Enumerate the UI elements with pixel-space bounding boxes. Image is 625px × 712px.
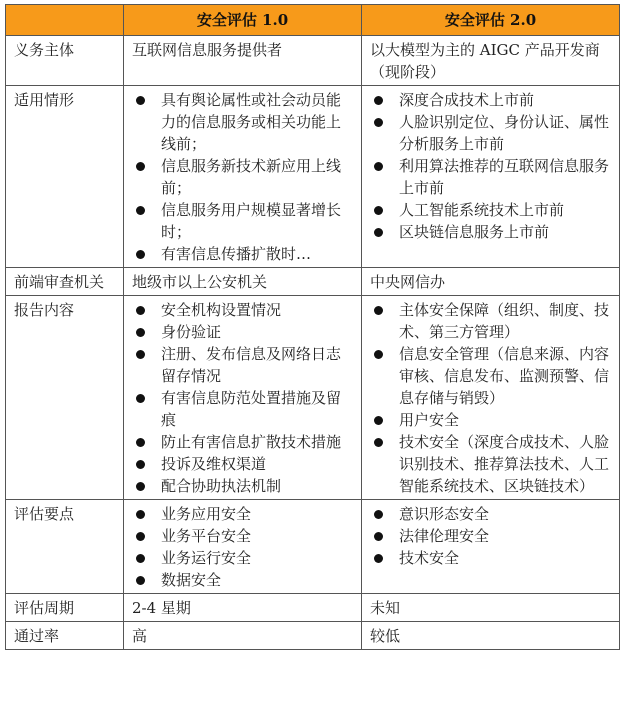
bullet-list bbox=[370, 299, 611, 497]
bullet-icon bbox=[374, 532, 383, 541]
list-item-text: 利用算法推荐的互联网信息服务上市前 bbox=[399, 157, 610, 197]
bullet-icon bbox=[136, 576, 145, 585]
bullet-icon bbox=[136, 460, 145, 469]
list-item bbox=[132, 89, 353, 155]
list-item bbox=[370, 221, 611, 243]
list-item-text: 注册、发布信息及网络日志留存情况 bbox=[161, 345, 342, 385]
cell-v2 bbox=[362, 500, 620, 594]
list-item-text: 有害信息防范处置措施及留痕 bbox=[161, 389, 342, 429]
bullet-icon bbox=[136, 482, 145, 491]
list-item bbox=[370, 525, 611, 547]
list-item bbox=[132, 525, 353, 547]
list-item-text: 具有舆论属性或社会动员能力的信息服务或相关功能上线前； bbox=[161, 91, 342, 153]
bullet-icon bbox=[136, 554, 145, 563]
bullet-icon bbox=[136, 306, 145, 315]
row-report-content bbox=[6, 296, 620, 500]
list-item bbox=[132, 503, 353, 525]
list-item-text: 法律伦理安全 bbox=[399, 527, 490, 545]
bullet-icon bbox=[374, 118, 383, 127]
list-item-text: 人脸识别定位、身份认证、属性分析服务上市前 bbox=[399, 113, 610, 153]
list-item bbox=[132, 547, 353, 569]
list-item bbox=[132, 299, 353, 321]
bullet-icon bbox=[136, 328, 145, 337]
list-item-text: 技术安全（深度合成技术、人脸识别技术、推荐算法技术、人工智能系统技术、区块链技术） bbox=[399, 433, 610, 495]
cell-v1: 互联网信息服务提供者 bbox=[124, 36, 362, 86]
list-item-text: 信息服务新技术新应用上线前； bbox=[161, 157, 342, 197]
bullet-icon bbox=[136, 162, 145, 171]
list-item-text: 信息安全管理（信息来源、内容审核、信息发布、监测预警、信息存储与销毁） bbox=[399, 345, 610, 407]
list-item bbox=[132, 155, 353, 199]
list-item bbox=[370, 343, 611, 409]
list-item-text: 配合协助执法机制 bbox=[161, 477, 282, 495]
list-item bbox=[370, 299, 611, 343]
list-item bbox=[370, 547, 611, 569]
list-item bbox=[132, 453, 353, 475]
list-item-text: 有害信息传播扩散时… bbox=[161, 245, 312, 263]
bullet-icon bbox=[136, 350, 145, 359]
list-item-text: 用户安全 bbox=[399, 411, 460, 429]
bullet-icon bbox=[374, 96, 383, 105]
row-label: 评估周期 bbox=[6, 594, 124, 622]
cell-v1: 2-4 星期 bbox=[124, 594, 362, 622]
list-item-text: 数据安全 bbox=[161, 571, 222, 589]
bullet-icon bbox=[136, 250, 145, 259]
cell-v2 bbox=[362, 86, 620, 268]
header-row bbox=[6, 5, 620, 36]
bullet-icon bbox=[136, 394, 145, 403]
list-item bbox=[370, 503, 611, 525]
row-label: 义务主体 bbox=[6, 36, 124, 86]
cell-v1 bbox=[124, 500, 362, 594]
row-obligor bbox=[6, 36, 620, 86]
cell-v2 bbox=[362, 296, 620, 500]
cell-v2: 中央网信办 bbox=[362, 268, 620, 296]
list-item bbox=[370, 409, 611, 431]
row-label: 适用情形 bbox=[6, 86, 124, 268]
list-item-text: 技术安全 bbox=[399, 549, 460, 567]
bullet-icon bbox=[374, 306, 383, 315]
list-item-text: 业务应用安全 bbox=[161, 505, 252, 523]
header-assessment-2: 安全评估 2.0 bbox=[362, 5, 620, 36]
bullet-list bbox=[132, 503, 353, 591]
list-item-text: 意识形态安全 bbox=[399, 505, 490, 523]
bullet-icon bbox=[374, 510, 383, 519]
row-label: 报告内容 bbox=[6, 296, 124, 500]
bullet-icon bbox=[374, 438, 383, 447]
bullet-icon bbox=[374, 554, 383, 563]
bullet-icon bbox=[374, 206, 383, 215]
list-item bbox=[132, 569, 353, 591]
cell-v1: 高 bbox=[124, 622, 362, 650]
list-item-text: 主体安全保障（组织、制度、技术、第三方管理） bbox=[399, 301, 610, 341]
list-item-text: 投诉及维权渠道 bbox=[161, 455, 267, 473]
list-item bbox=[132, 475, 353, 497]
list-item bbox=[132, 321, 353, 343]
list-item bbox=[132, 343, 353, 387]
list-item bbox=[132, 387, 353, 431]
list-item-text: 安全机构设置情况 bbox=[161, 301, 282, 319]
bullet-icon bbox=[136, 438, 145, 447]
list-item bbox=[132, 243, 353, 265]
row-label: 评估要点 bbox=[6, 500, 124, 594]
cell-v2: 以大模型为主的 AIGC 产品开发商（现阶段） bbox=[362, 36, 620, 86]
list-item-text: 人工智能系统技术上市前 bbox=[399, 201, 565, 219]
list-item bbox=[370, 431, 611, 497]
list-item-text: 区块链信息服务上市前 bbox=[399, 223, 550, 241]
row-review-authority bbox=[6, 268, 620, 296]
bullet-icon bbox=[374, 416, 383, 425]
cell-v1 bbox=[124, 86, 362, 268]
list-item bbox=[370, 199, 611, 221]
bullet-icon bbox=[374, 228, 383, 237]
cell-v2: 未知 bbox=[362, 594, 620, 622]
row-label: 通过率 bbox=[6, 622, 124, 650]
list-item bbox=[132, 431, 353, 453]
bullet-icon bbox=[136, 532, 145, 541]
bullet-list bbox=[132, 299, 353, 497]
row-label: 前端审查机关 bbox=[6, 268, 124, 296]
list-item-text: 深度合成技术上市前 bbox=[399, 91, 535, 109]
list-item bbox=[370, 111, 611, 155]
row-key-points bbox=[6, 500, 620, 594]
list-item bbox=[370, 89, 611, 111]
cell-v1: 地级市以上公安机关 bbox=[124, 268, 362, 296]
bullet-icon bbox=[374, 350, 383, 359]
row-cycle bbox=[6, 594, 620, 622]
list-item bbox=[132, 199, 353, 243]
cell-v1 bbox=[124, 296, 362, 500]
row-pass-rate bbox=[6, 622, 620, 650]
list-item-text: 信息服务用户规模显著增长时； bbox=[161, 201, 342, 241]
bullet-icon bbox=[136, 96, 145, 105]
list-item-text: 身份验证 bbox=[161, 323, 222, 341]
bullet-list bbox=[132, 89, 353, 265]
list-item-text: 防止有害信息扩散技术措施 bbox=[161, 433, 342, 451]
bullet-list bbox=[370, 89, 611, 243]
cell-v2: 较低 bbox=[362, 622, 620, 650]
list-item-text: 业务运行安全 bbox=[161, 549, 252, 567]
header-corner bbox=[6, 5, 124, 36]
bullet-icon bbox=[374, 162, 383, 171]
bullet-icon bbox=[136, 510, 145, 519]
bullet-list bbox=[370, 503, 611, 569]
bullet-icon bbox=[136, 206, 145, 215]
list-item bbox=[370, 155, 611, 199]
header-assessment-1: 安全评估 1.0 bbox=[124, 5, 362, 36]
list-item-text: 业务平台安全 bbox=[161, 527, 252, 545]
comparison-table bbox=[5, 4, 620, 650]
row-applicable-cases bbox=[6, 86, 620, 268]
